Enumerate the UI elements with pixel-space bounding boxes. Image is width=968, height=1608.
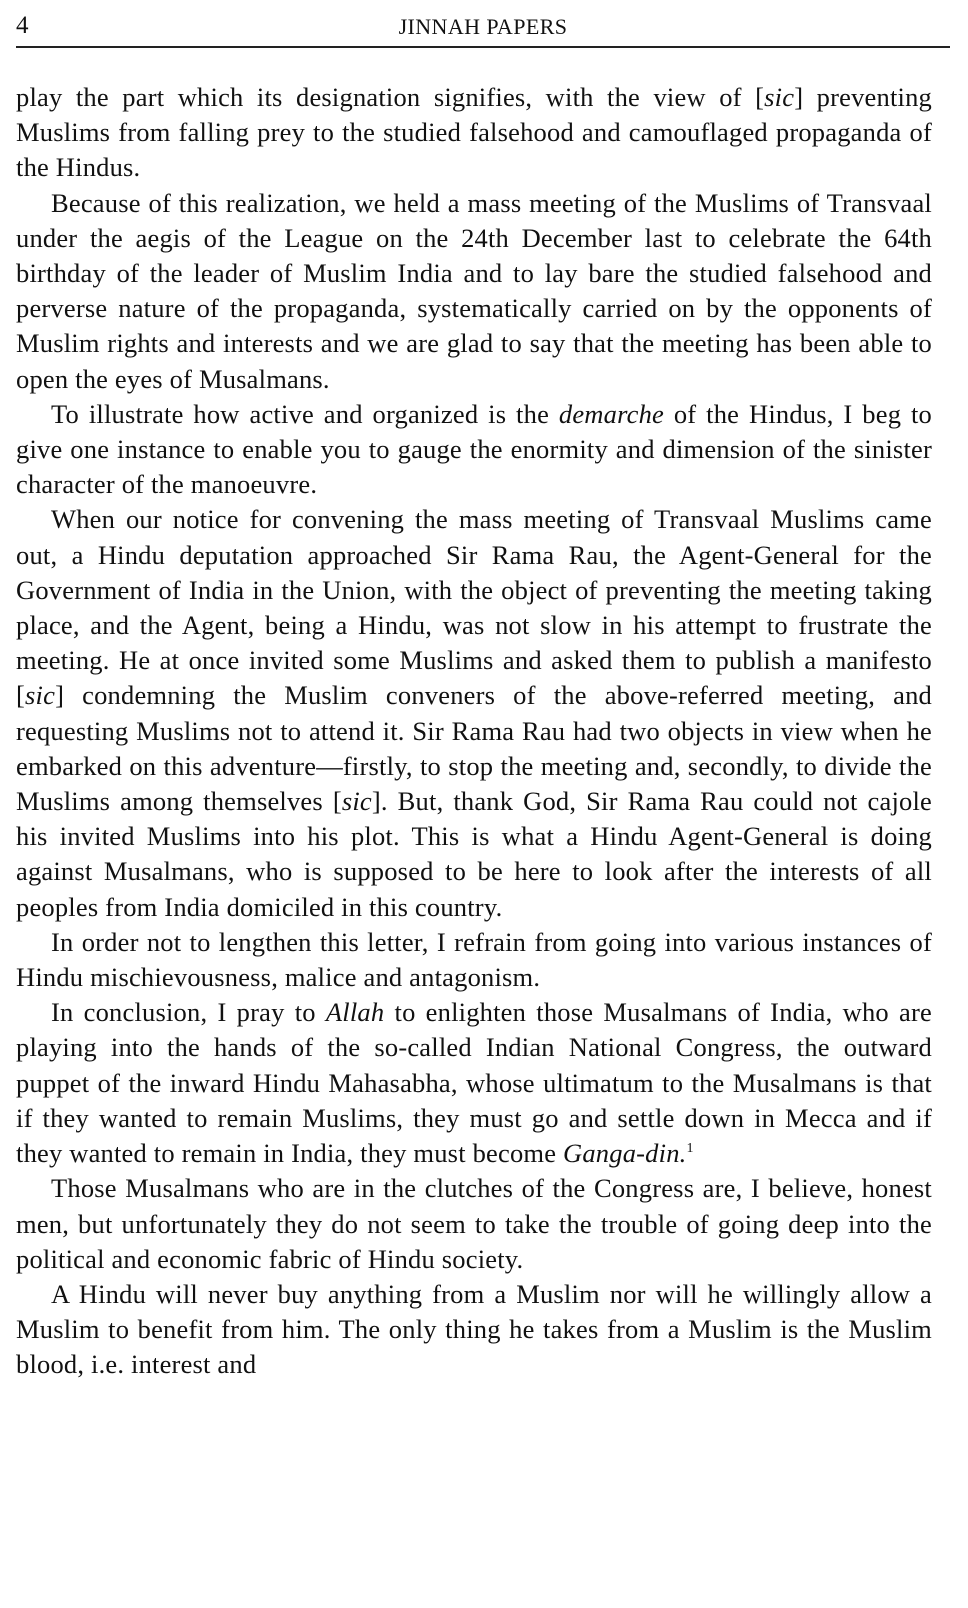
italic-term: sic <box>764 82 795 112</box>
italic-term: sic <box>341 786 372 817</box>
italic-term: sic <box>25 680 56 711</box>
paragraph: When our notice for convening the mass meeting of Transvaal Muslims came out, a Hindu deputation approached Sir Rama Rau, the Agent-General for the Government of India in the Union, with the object of preventing the meeting taking place, and the Agent, being a Hindu, was not slow in his attempt to frustrate the meeting. He at once invited some Muslims and asked them to publish a manifesto [sic] condemning the Muslim conveners of the above-referred meeting, and requesting Muslims not to attend it. Sir Rama Rau had two objects in view when he embarked on this adventure—firstly, to stop the meeting and, secondly, to divide the Muslims among themselves [sic]. But, thank God, Sir Rama Rau could not cajole his invited Muslims into his plot. This is what a Hindu Agent-General is doing against Musalmans, who is supposed to be here to look after the interests of all peoples from India domiciled in this country. <box>16 504 932 922</box>
paragraph: Those Musalmans who are in the clutches of the Congress are, I believe, honest men, but unfortunately they do not seem to take the trouble of going deep into the political and economic fabric of Hindu society. <box>16 1173 932 1274</box>
paragraph: Because of this realization, we held a mass meeting of the Muslims of Transvaal under the aegis of the League on the 24th December last to celebrate the 64th birthday of the leader of Muslim India and to lay bare the studied falsehood and perverse nature of the propaganda, systematically carried on by the opponents of Muslim rights and interests and we are glad to say that the meeting has been able to open the eyes of Musalmans. <box>16 187 932 394</box>
paragraph: In order not to lengthen this letter, I refrain from going into various instances of Hindu mischievousness, malice and antagonism. <box>16 926 932 993</box>
body-text <box>16 80 932 1383</box>
footnote-marker: 1 <box>686 1141 694 1157</box>
italic-term: Ganga-din. <box>563 1138 687 1169</box>
italic-term: Allah <box>325 997 385 1028</box>
paragraph: play the part which its designation signifies, with the view of [sic] preventing Muslims from falling prey to the studied falsehood and camouflaged propaganda of the Hindus. <box>16 82 932 183</box>
paragraph: In conclusion, I pray to Allah to enlighten those Musalmans of India, who are playing into the hands of the so-called Indian National Congress, the outward puppet of the inward Hindu Mahasabha, whose ultimatum to the Musalmans is that if they wanted to remain Muslims, they must go and settle down in Mecca and if they wanted to remain in India, they must become Ganga-din.$^1$ <box>16 997 932 1169</box>
page-number: 4 <box>16 12 29 39</box>
running-head: JINNAH PAPERS <box>398 14 568 39</box>
page-header <box>16 6 950 46</box>
paragraph: A Hindu will never buy anything from a Muslim nor will he willingly allow a Muslim to benefit from him. The only thing he takes from a Muslim is the Muslim blood, i.e. interest and <box>16 1278 932 1380</box>
italic-term: demarche <box>558 398 664 429</box>
header-rule <box>16 46 950 48</box>
paragraph: To illustrate how active and organized is the demarche of the Hindus, I beg to give one instance to enable you to gauge the enormity and dimension of the sinister character of the manoeuvre. <box>16 398 933 500</box>
